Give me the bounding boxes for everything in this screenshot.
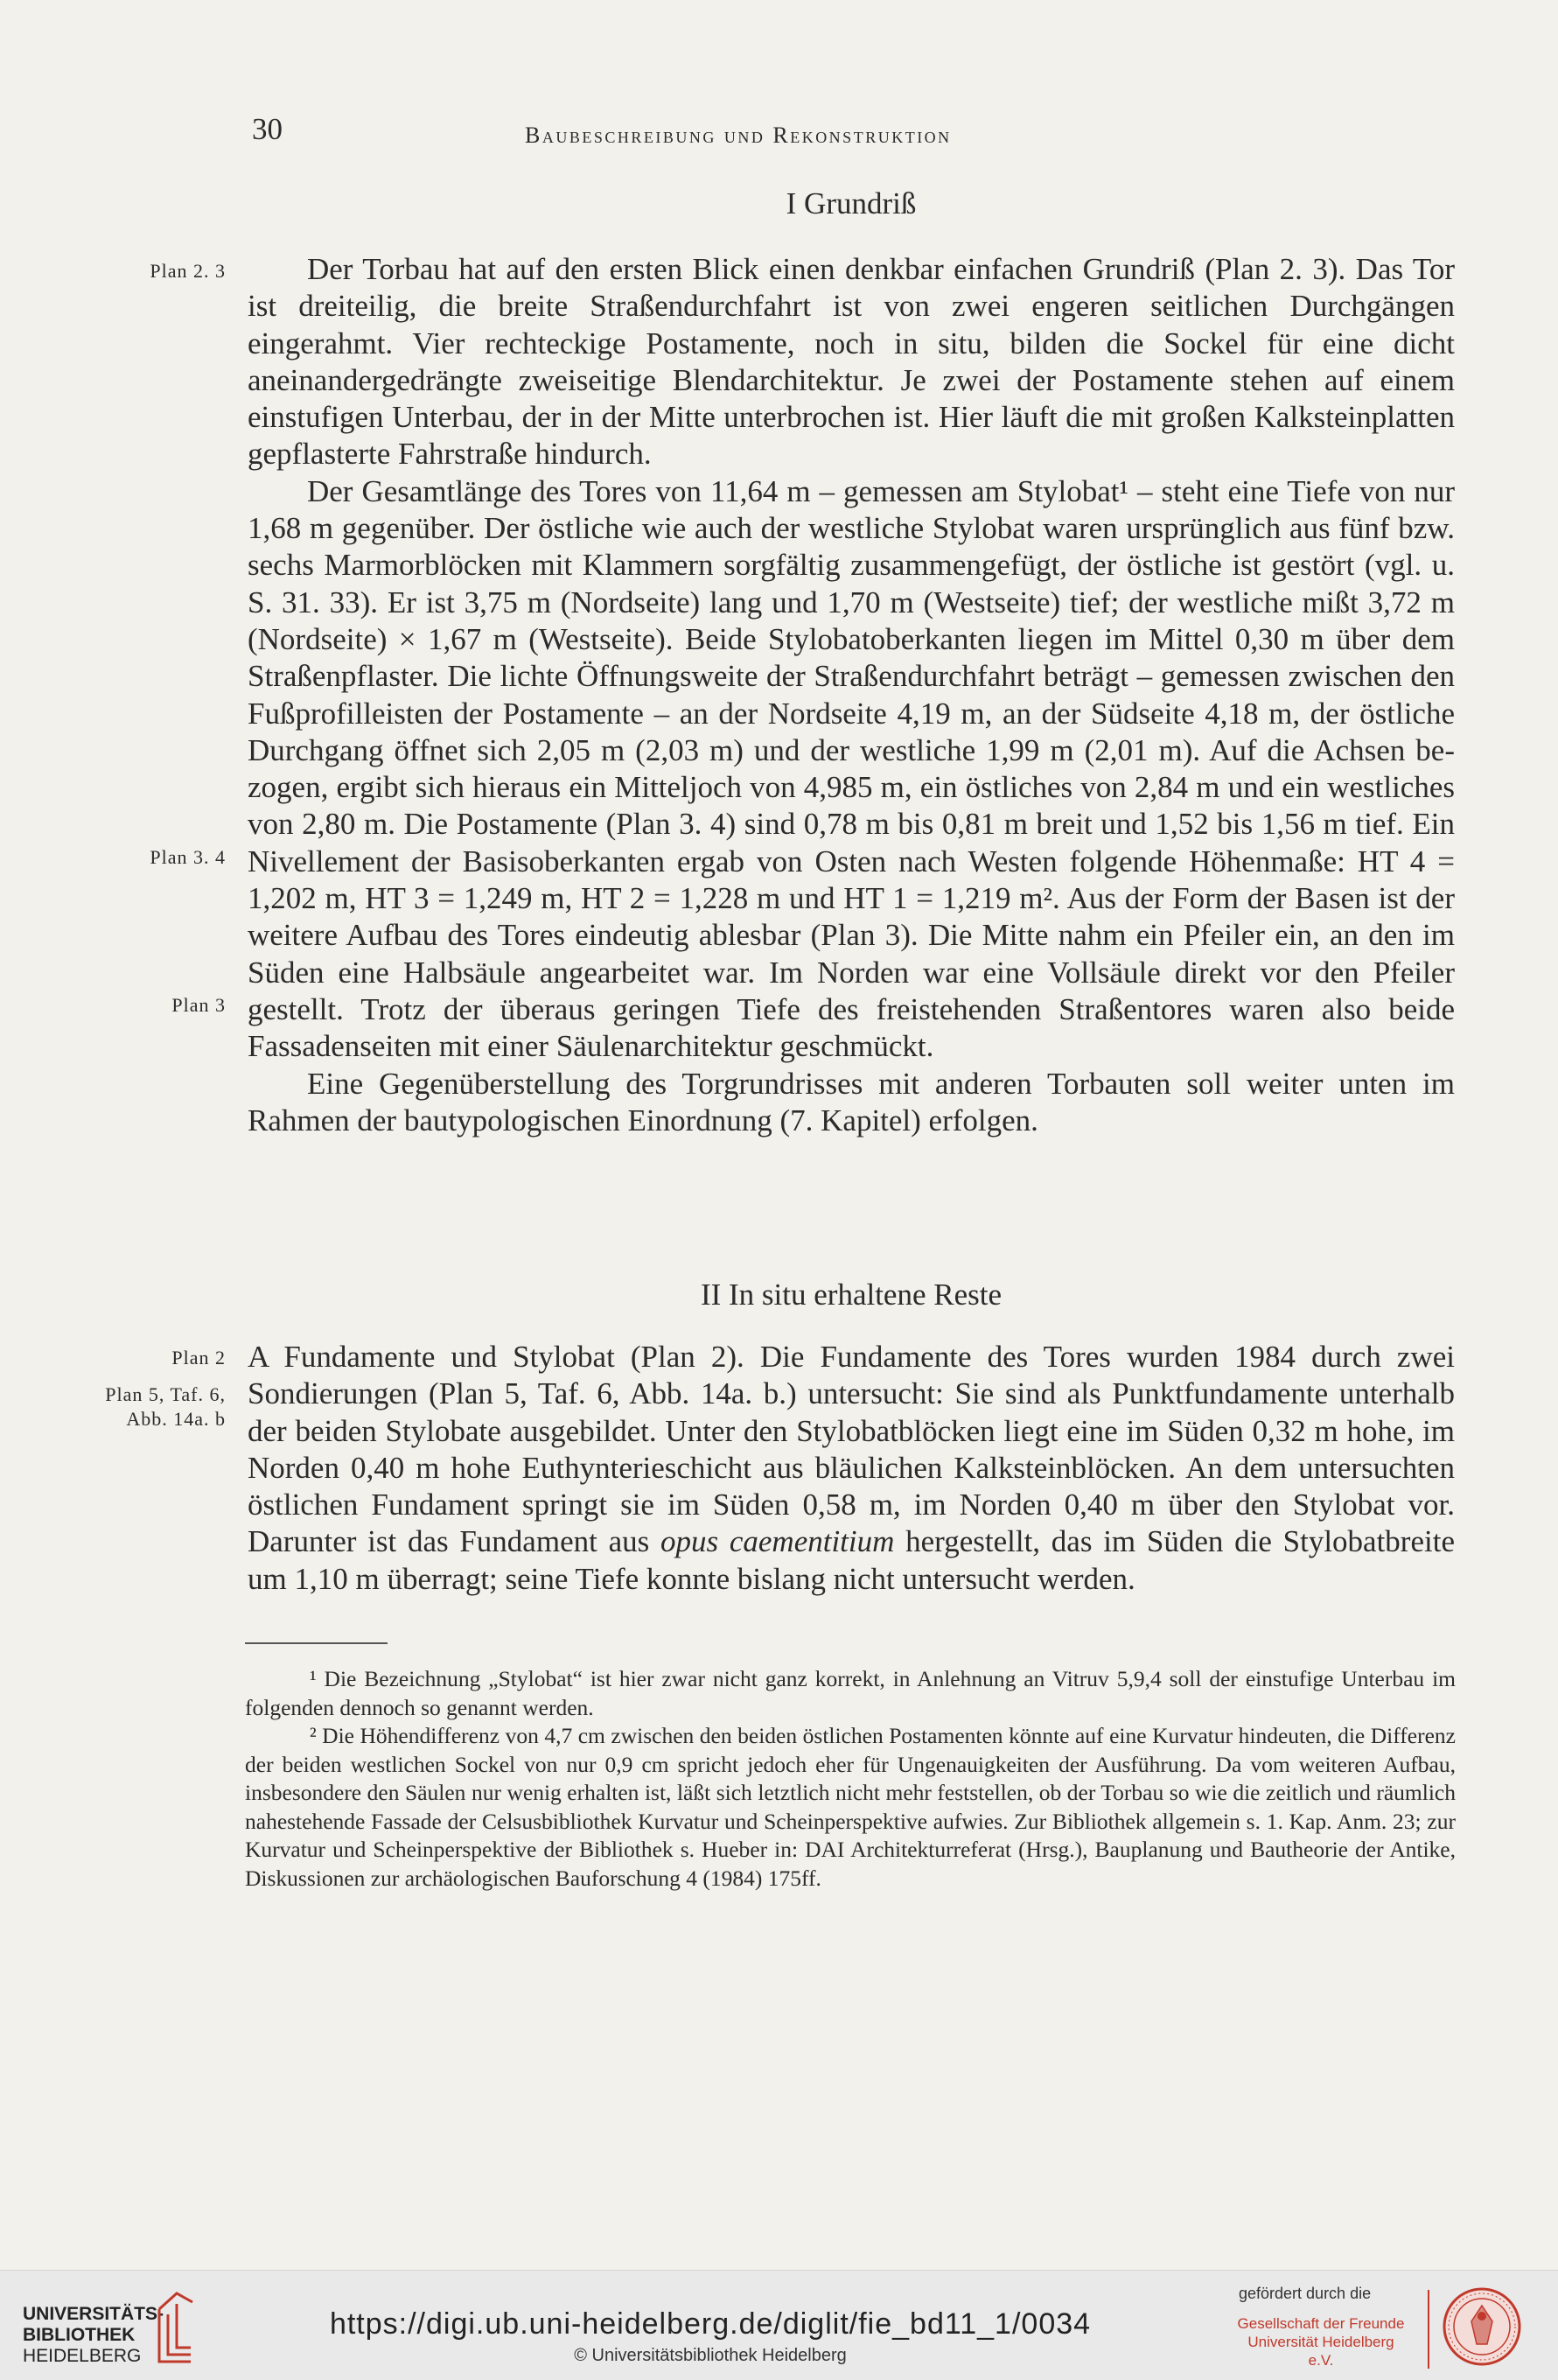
running-title: Baubeschreibung und Rekonstruktion: [525, 122, 952, 148]
section-title-in-situ: II In situ erhaltene Reste: [700, 1278, 1003, 1312]
footer-divider: [1428, 2290, 1429, 2369]
section-2-body: [248, 1339, 1455, 1598]
library-name-line: BIBLIOTHEK: [23, 2325, 136, 2345]
footnote: ² Die Höhendifferenz von 4,7 cm zwischen den beiden östlichen Postamenten könnte auf eine Kurvatur hindeuten, die Differenz der beiden westlichen Sockel von nur 0,9 cm spricht jedoch eher für Ungenauigkeiten der Ausführung. Da vom weiteren Aufbau, insbesondere den Säulen nur wenig erhalten ist, läßt sich letztlich nicht mehr feststellen, ob der Torbau so wie die zeitlich und räumlich nahestehende Fassade der Celsusbibliothek Kurvatur und Scheinperspektive aufwies. Zur Bibliothek allgemein s. 1. Kap. Anm. 23; zur Kurvatur und Scheinperspektive der Bibliothek s. Hueber in: DAI Architekturreferat (Hrsg.), Bauplanung und Bautheorie der Antike, Diskussionen zur archäologischen Bauforschung 4 (1984) 175ff.: [245, 1723, 1456, 1891]
footnotes: [245, 1665, 1456, 1893]
society-name-line: Universität Heidelberg e.V.: [1247, 2334, 1394, 2369]
margin-note: Plan 3. 4: [150, 846, 226, 868]
footnote: ¹ Die Bezeichnung „Stylobat“ ist hier zwar nicht ganz korrekt, in Anlehnung an Vitruv 5,9,4 soll der einstufige Unterbau im folgenden dennoch so genannt werden.: [245, 1666, 1456, 1720]
society-name: [1233, 2314, 1408, 2370]
society-name-line: Gesellschaft der Freunde: [1237, 2315, 1405, 2332]
text-run: hergestellt, das im Süden die Stylobatbreite um 1,10 m überragt; seine Tiefe konnte bislang nicht untersucht werden.: [248, 1524, 1455, 1596]
margin-note: Plan 2. 3: [150, 260, 226, 282]
library-name-line: UNIVERSITÄTS-: [23, 2304, 164, 2324]
section-title-grundriss: I Grundriß: [786, 186, 917, 220]
funded-by-label: gefördert durch die: [1239, 2285, 1372, 2302]
section-1-body: [248, 251, 1455, 1139]
margin-note: Abb. 14a. b: [126, 1408, 226, 1430]
margin-note: Plan 2: [171, 1347, 226, 1368]
footer-bar: [0, 2270, 1558, 2380]
paragraph: Eine Gegenüberstellung des Torgrundrisses mit anderen Torbauten soll weiter unten im Rahmen der bautypologischen Einordnung (7. Kapitel) erfolgen.: [248, 1066, 1455, 1138]
library-name: [23, 2304, 164, 2367]
university-seal-icon: [1442, 2286, 1522, 2367]
library-logo-icon: [156, 2283, 196, 2367]
margin-note: Plan 5, Taf. 6,: [105, 1383, 226, 1405]
text-run: A Fundamente und Stylobat (Plan 2). Die Fundamente des Tores wurden 1984 durch zwei Sondierungen (Plan 5, Taf. 6, Abb. 14a. b.) untersucht: Sie sind als Punktfundamente unterhalb der beiden Stylobate ausgebildet. Unter den Stylobatblöcken liegt eine im Süden 0,32 m hohe, im Norden 0,40 m hohe Euthynterieschicht aus bläulichen Kalksteinblöcken. An dem untersuchten östlichen Fundament springt sie im Süden 0,58 m, im Norden 0,40 m über den Stylobat vor. Darunter ist das Fundament aus: [248, 1340, 1455, 1559]
library-name-line: HEIDELBERG: [23, 2346, 142, 2366]
copyright-notice: © Universitätsbibliothek Heidelberg: [574, 2346, 847, 2365]
page-number: 30: [252, 112, 283, 146]
italic-term: opus caementitium: [660, 1524, 895, 1559]
permalink-url[interactable]: https://digi.ub.uni-heidelberg.de/diglit/fie_bd11_1/0034: [329, 2307, 1092, 2341]
footnote-divider: [245, 1642, 388, 1644]
paragraph: [248, 1339, 1455, 1598]
margin-note: Plan 3: [171, 994, 226, 1016]
paragraph: Der Torbau hat auf den ersten Blick einen denkbar einfachen Grundriß (Plan 2. 3). Das Tor ist dreiteilig, die breite Straßendurchfahrt ist von zwei engeren seitlichen Durchgängen eingerahmt. Vier rechteckige Postamente, noch in situ, bilden die Sockel für eine dicht aneinandergedrängte zweiseitige Blendarchitektur. Je zwei der Postamente stehen auf einem einstufigen Unterbau, der in der Mitte unterbrochen ist. Hier läuft die mit großen Kalksteinplatten gepflasterte Fahrstraße hindurch.: [248, 252, 1455, 472]
paragraph: Der Gesamtlänge des Tores von 11,64 m – gemessen am Stylobat¹ – steht eine Tiefe von nur 1,68 m gegenüber. Der östliche wie auch der westliche Stylobat waren ursprünglich aus fünf bzw. sechs Marmorblöcken mit Klammern sorgfältig zusammengefügt, der östliche ist gestört (vgl. u. S. 31. 33). Er ist 3,75 m (Nordseite) lang und 1,70 m (Westseite) tief; der westliche mißt 3,72 m (Nordseite) × 1,67 m (Westseite). Beide Stylobatoberkanten liegen im Mittel 0,30 m über dem Straßenpflaster. Die lichte Öffnungsweite der Straßendurchfahrt beträgt – gemessen zwischen den Fußprofilleisten der Postamente – an der Nordseite 4,19 m, an der Südseite 4,18 m, der östliche Durchgang öffnet sich 2,05 m (2,03 m) und der westliche 1,99 m (2,01 m). Auf die Achsen bezogen, ergibt sich hieraus ein Mitteljoch von 4,985 m, ein östliches von 2,84 m und ein westliches von 2,80 m. Die Postamente (Plan 3. 4) sind 0,78 m bis 0,81 m breit und 1,52 bis 1,56 m tief. Ein Nivellement der Basisoberkanten ergab von Osten nach Westen folgende Höhenmaße: HT 4 = 1,202 m, HT 3 = 1,249 m, HT 2 = 1,228 m und HT 1 = 1,219 m². Aus der Form der Basen ist der weitere Aufbau des Tores eindeutig ablesbar (Plan 3). Die Mitte nahm ein Pfeiler ein, an den im Süden eine Halbsäule angearbeitet war. Im Norden war eine Vollsäule direkt vor den Pfeiler gestellt. Trotz der überaus geringen Tiefe des freistehenden Straßentores waren also beide Fassadenseiten mit einer Säulenarchitektur geschmückt.: [248, 473, 1455, 1064]
